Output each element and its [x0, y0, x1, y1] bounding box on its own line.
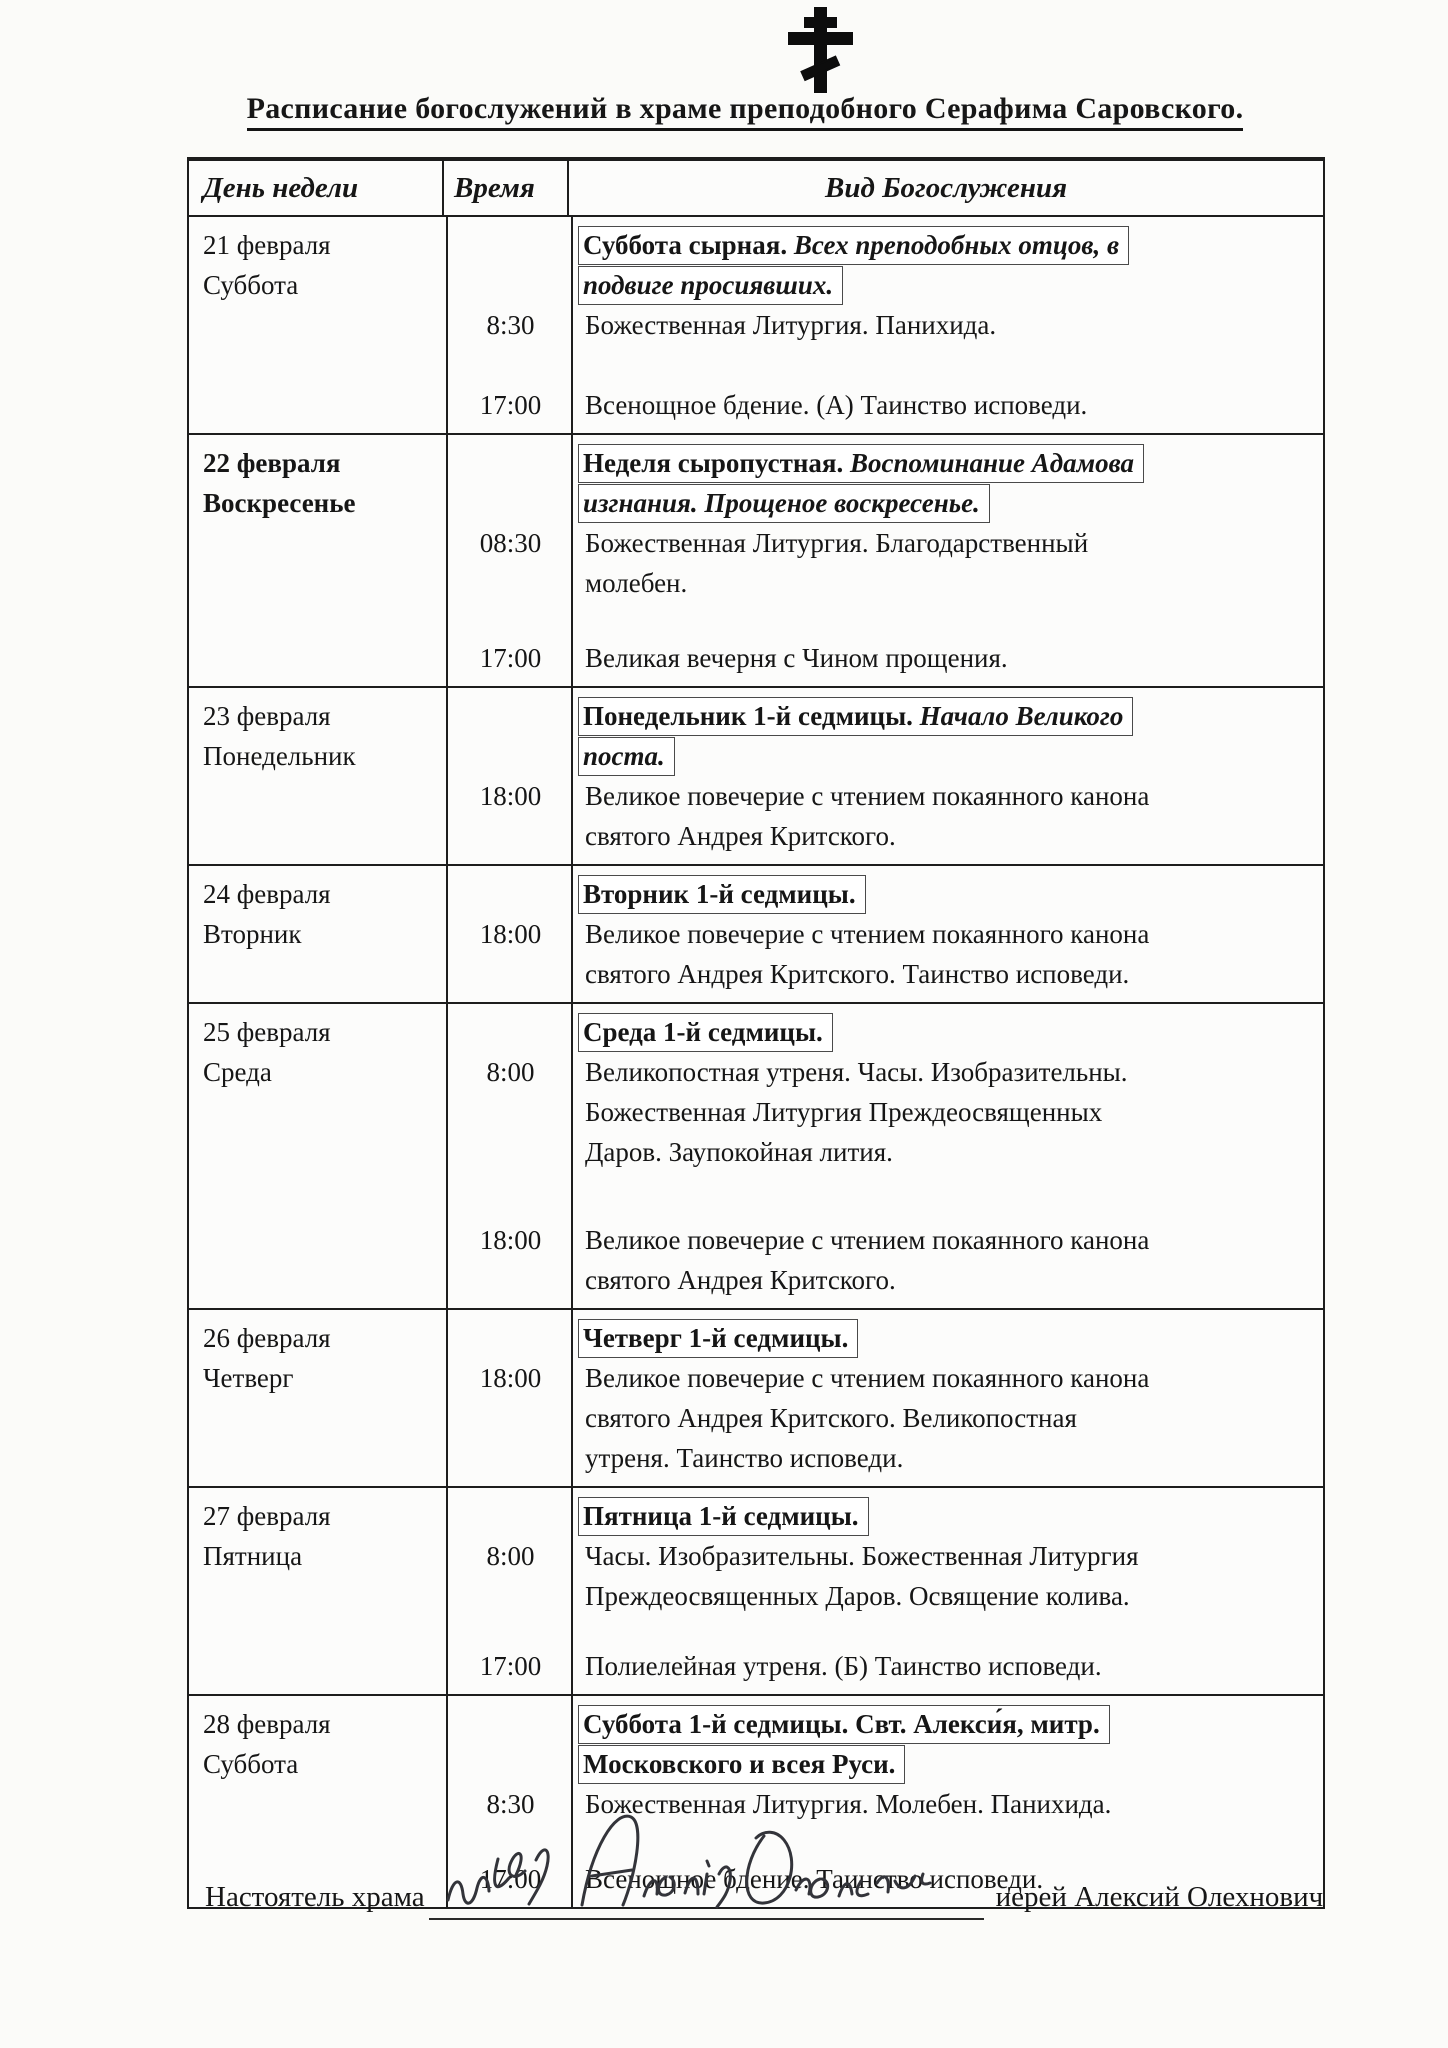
time-cell: 18:00 [479, 1363, 542, 1393]
column-divider [571, 435, 573, 686]
service-text: Божественная Литургия. Панихида. [585, 310, 997, 340]
service-entry [448, 638, 1323, 678]
date-cell [189, 1004, 448, 1308]
service-text: Божественная Литургия. Благодарственный молебен. [585, 528, 1089, 598]
service-heading-box [578, 1319, 858, 1358]
service-heading-line [448, 1318, 1323, 1358]
service-heading-line [448, 1744, 1323, 1784]
service-heading-box [578, 697, 1133, 736]
service-heading-box [578, 1497, 869, 1536]
date-line: Четверг [203, 1363, 294, 1393]
table-row [189, 686, 1323, 864]
service-entry [448, 1220, 1323, 1300]
row-body [448, 435, 1323, 686]
service-heading-text: Пятница 1-й седмицы. [583, 1501, 859, 1531]
time-cell: 17:00 [479, 1864, 542, 1894]
time-cell: 8:30 [486, 1789, 535, 1819]
service-heading-text: Среда 1-й седмицы. [583, 1017, 823, 1047]
service-entry [448, 305, 1323, 345]
date-cell [189, 217, 448, 433]
page-title: Расписание богослужений в храме преподобного Серафима Саровского. [150, 92, 1340, 126]
time-cell: 08:30 [479, 528, 542, 558]
date-line: Пятница [203, 1541, 303, 1571]
row-body [448, 1488, 1323, 1694]
row-spacer [448, 1616, 1323, 1646]
time-cell: 8:00 [486, 1541, 535, 1571]
service-heading-line [448, 1704, 1323, 1744]
date-cell [189, 1310, 448, 1486]
service-text: Великое повечерие с чтением покаянного канона святого Андрея Критского. [585, 1225, 1150, 1295]
service-heading-box [578, 1745, 905, 1784]
service-heading-text: Всех преподобных отцов, в [793, 230, 1120, 260]
service-heading-text: подвиге просиявших. [583, 270, 834, 300]
service-heading-box [578, 226, 1129, 265]
row-body [448, 1310, 1323, 1486]
service-heading-line [448, 225, 1323, 265]
service-entry [448, 1358, 1323, 1478]
header-service: Вид Богослужения [567, 161, 1323, 215]
time-cell: 18:00 [479, 781, 542, 811]
service-heading-text: Суббота сырная. [583, 230, 794, 260]
time-cell: 18:00 [479, 919, 542, 949]
column-divider [571, 1488, 573, 1694]
date-line: 24 февраля [203, 879, 331, 909]
table-row [189, 433, 1323, 686]
date-line: 23 февраля [203, 701, 331, 731]
service-heading-box [578, 266, 843, 305]
date-line: 27 февраля [203, 1501, 331, 1531]
signature-line [429, 1872, 984, 1920]
table-header-row [189, 161, 1323, 215]
table-row [189, 1002, 1323, 1308]
service-heading-text: Начало Великого [919, 701, 1124, 731]
row-spacer [448, 1172, 1323, 1220]
column-divider [571, 1004, 573, 1308]
handwritten-signature [434, 1804, 974, 1924]
service-text: Полиелейная утреня. (Б) Таинство исповеди. [585, 1651, 1102, 1681]
time-cell: 8:00 [486, 1057, 535, 1087]
row-body [448, 1004, 1323, 1308]
date-line: 25 февраля [203, 1017, 331, 1047]
service-heading-box [578, 1705, 1110, 1744]
table-row [189, 1486, 1323, 1694]
service-heading-line [448, 265, 1323, 305]
service-text: Великопостная утреня. Часы. Изобразительны. Божественная Литургия Преждеосвященных Даров. Заупокойная лития. [585, 1057, 1128, 1167]
date-line: 28 февраля [203, 1709, 331, 1739]
service-entry [448, 1052, 1323, 1172]
service-heading-box [578, 1013, 833, 1052]
schedule-table [187, 157, 1325, 1909]
date-cell [189, 688, 448, 864]
service-heading-text: Неделя сыропустная. [583, 448, 850, 478]
date-line: Понедельник [203, 741, 356, 771]
date-line: Воскресенье [203, 488, 356, 518]
service-heading-text: Суббота 1-й седмицы. Свт. Алекси́я, митр. [583, 1709, 1100, 1739]
date-line: Суббота [203, 1749, 299, 1779]
service-heading-box [578, 484, 990, 523]
row-body [448, 217, 1323, 433]
service-text: Всенощное бдение. (А) Таинство исповеди. [585, 390, 1088, 420]
service-heading-box [578, 444, 1144, 483]
service-entry [448, 1536, 1323, 1616]
date-line: 21 февраля [203, 230, 331, 260]
service-text: Великая вечерня с Чином прощения. [585, 643, 1008, 673]
time-cell: 17:00 [479, 643, 542, 673]
service-text: Великое повечерие с чтением покаянного канона святого Андрея Критского. Таинство исповеди. [585, 919, 1150, 989]
date-cell [189, 1488, 448, 1694]
time-cell: 18:00 [479, 1225, 542, 1255]
row-body [448, 866, 1323, 1002]
service-entry [448, 1646, 1323, 1686]
service-heading-line [448, 1496, 1323, 1536]
service-text: Великое повечерие с чтением покаянного канона святого Андрея Критского. Великопостная утреня. Таинство исповеди. [585, 1363, 1150, 1473]
date-cell [189, 866, 448, 1002]
service-entry [448, 914, 1323, 994]
row-spacer [448, 345, 1323, 385]
row-spacer [448, 603, 1323, 638]
service-heading-line [448, 696, 1323, 736]
header-time: Время [442, 161, 567, 215]
service-text: Часы. Изобразительны. Божественная Литургия Преждеосвященных Даров. Освящение колива. [585, 1541, 1139, 1611]
date-line: Среда [203, 1057, 272, 1087]
column-divider [571, 688, 573, 864]
date-line: 22 февраля [203, 448, 341, 478]
rector-label: Настоятель храма [205, 1881, 425, 1913]
service-entry [448, 385, 1323, 425]
table-row [189, 864, 1323, 1002]
rector-name: иерей Алексий Олехнович [995, 1881, 1324, 1913]
service-heading-text: изгнания. Прощеное воскресенье. [583, 488, 980, 518]
column-divider [571, 1310, 573, 1486]
date-line: 26 февраля [203, 1323, 331, 1353]
header-day: День недели [203, 171, 359, 204]
service-heading-box [578, 875, 866, 914]
service-text: Божественная Литургия. Молебен. Панихида. [585, 1789, 1112, 1819]
table-row [189, 1308, 1323, 1486]
time-cell: 17:00 [479, 390, 542, 420]
row-body [448, 688, 1323, 864]
date-line: Вторник [203, 919, 302, 949]
orthodox-cross-icon [775, 6, 865, 98]
service-heading-text: Вторник 1-й седмицы. [583, 879, 856, 909]
service-heading-text: Воспоминание Адамова [850, 448, 1135, 478]
footer [205, 1872, 1323, 1920]
service-heading-line [448, 483, 1323, 523]
service-heading-line [448, 443, 1323, 483]
column-divider [571, 866, 573, 1002]
time-cell: 8:30 [486, 310, 535, 340]
date-line: Суббота [203, 270, 299, 300]
service-heading-line [448, 736, 1323, 776]
service-heading-line [448, 1012, 1323, 1052]
service-text: Великое повечерие с чтением покаянного канона святого Андрея Критского. [585, 781, 1150, 851]
service-heading-text: Московского и всея Руси. [583, 1749, 896, 1779]
service-entry [448, 776, 1323, 856]
service-heading-text: Четверг 1-й седмицы. [583, 1323, 849, 1353]
time-cell: 17:00 [479, 1651, 542, 1681]
service-heading-line [448, 874, 1323, 914]
column-divider [571, 217, 573, 433]
service-heading-text: Понедельник 1-й седмицы. [583, 701, 920, 731]
date-cell [189, 435, 448, 686]
table-row [189, 215, 1323, 433]
service-heading-box [578, 737, 675, 776]
service-heading-text: поста. [583, 741, 665, 771]
service-entry [448, 523, 1323, 603]
service-text: Всенощное бдение. Таинство исповеди. [585, 1864, 1044, 1894]
